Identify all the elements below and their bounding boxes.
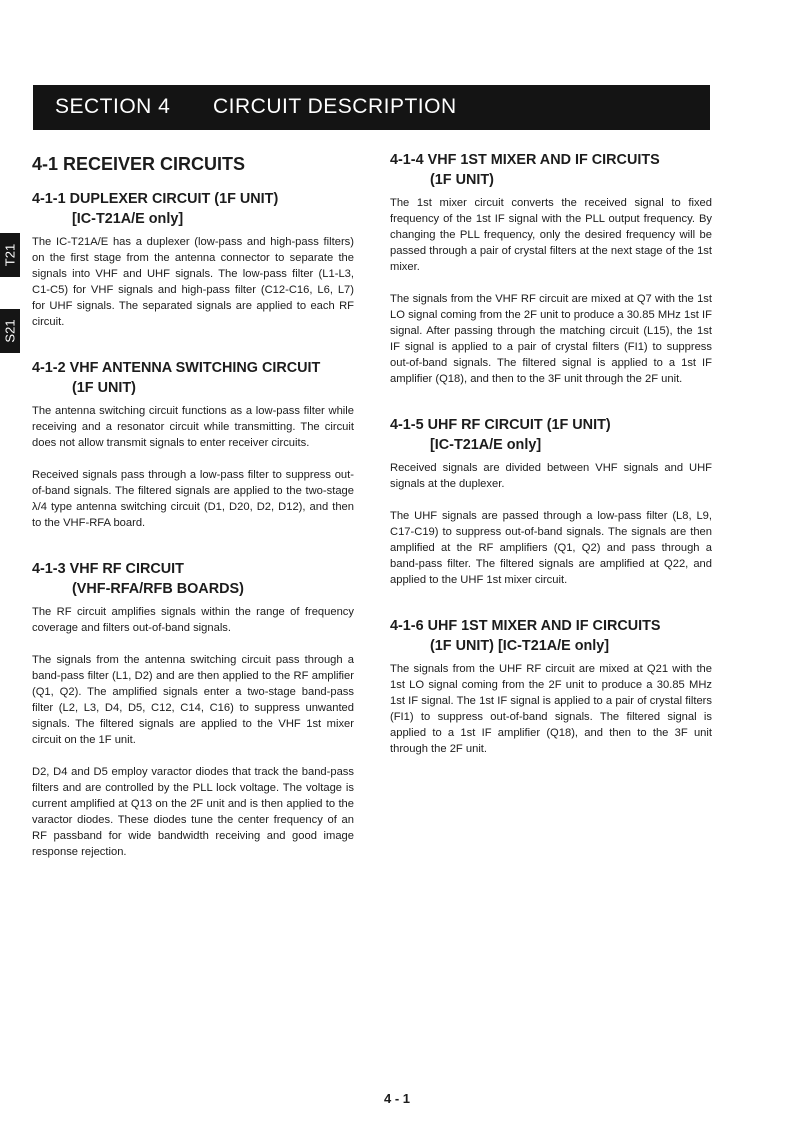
side-tab-s21	[0, 309, 20, 353]
paragraph: The RF circuit amplifies signals within the range of frequency coverage and filters out-of-band signals.	[32, 606, 354, 634]
paragraph: D2, D4 and D5 employ varactor diodes that track the band-pass filters and are controlled by the PLL lock voltage. The voltage is current amplified at Q13 on the 2F unit and is then applied to the varactor diodes. These diodes tune the center frequency of an RF passband for wide bandwidth receiving and good image response rejection.	[32, 766, 354, 858]
subsection-heading	[32, 559, 354, 599]
left-column	[32, 150, 354, 876]
heading-line: 4-1-3 VHF RF CIRCUIT	[32, 561, 184, 577]
paragraph: The signals from the VHF RF circuit are mixed at Q7 with the 1st LO signal coming from the 2F unit to produce a 30.85 MHz 1st IF signal. After passing through the matching circuit (L15), the 1st IF signal is applied to a pair of crystal filters (FI1) to suppress out-of-band signals. The filtered signal is applied to a 1st IF amplifier (Q18), and then to the 3F unit through the 2F unit.	[390, 293, 712, 385]
heading-line: 4-1-1 DUPLEXER CIRCUIT (1F UNIT)	[32, 191, 279, 207]
heading-line: 4-1-4 VHF 1ST MIXER AND IF CIRCUITS	[390, 152, 660, 168]
heading-line: [IC-T21A/E only]	[72, 211, 184, 227]
subsection-heading	[390, 415, 712, 455]
section-number: SECTION 4	[55, 95, 171, 118]
subsection-heading	[390, 616, 712, 656]
subsection-heading	[32, 189, 354, 229]
section-banner	[33, 85, 710, 130]
subsection-4-1-4	[390, 150, 712, 387]
heading-line: 4-1-2 VHF ANTENNA SWITCHING CIRCUIT	[32, 360, 321, 376]
main-heading: 4-1 RECEIVER CIRCUITS	[32, 154, 246, 174]
paragraph: Received signals are divided between VHF signals and UHF signals at the duplexer.	[390, 462, 712, 490]
heading-line: 4-1-6 UHF 1ST MIXER AND IF CIRCUITS	[390, 618, 661, 634]
section-title: CIRCUIT DESCRIPTION	[213, 95, 457, 118]
page-number: 4 - 1	[383, 1091, 410, 1106]
heading-line: 4-1-5 UHF RF CIRCUIT (1F UNIT)	[390, 417, 611, 433]
subsection-4-1-6	[390, 616, 712, 757]
heading-line: [IC-T21A/E only]	[430, 437, 542, 453]
paragraph: The UHF signals are passed through a low-pass filter (L8, L9, C17-C19) to suppress out-of-band signals. The signals are then amplified at the RF amplifiers (Q1, Q2) and pass through a band-pass filter. The filtered signals are amplified at Q22, and applied to the UHF 1st mixer circuit.	[390, 510, 712, 586]
subsection-heading	[390, 150, 712, 190]
side-tab-label: T21	[2, 243, 18, 267]
paragraph: The signals from the antenna switching circuit pass through a band-pass filter (L1, D2) and are then applied to the RF amplifier (Q1, Q2). The amplified signals enter a two-stage band-pass filter (L2, L3, D4, D5, C12, C14, C16) to suppress unwanted signals. The filtered signals are applied to the VHF 1st mixer circuit on the 1F unit.	[32, 654, 354, 746]
subsection-4-1-3	[32, 559, 354, 860]
paragraph: The IC-T21A/E has a duplexer (low-pass and high-pass filters) on the first stage from the antenna connector to separate the signals into VHF and UHF signals. The low-pass filter (L1-L3, C1-C5) for VHF signals and high-pass filter (C12-C16, L6, L7) for UHF signals. The separated signals are applied to each RF circuit.	[32, 236, 354, 328]
heading-line: (VHF-RFA/RFB BOARDS)	[72, 581, 244, 597]
subsection-4-1-2	[32, 358, 354, 531]
right-column	[390, 150, 712, 773]
heading-line: (1F UNIT) [IC-T21A/E only]	[430, 638, 610, 654]
paragraph: Received signals pass through a low-pass filter to suppress out-of-band signals. The filtered signals are applied to the two-stage λ/4 type antenna switching circuit (D1, D20, D2, D12), and then to the VHF-RFA board.	[32, 469, 354, 529]
heading-line: (1F UNIT)	[430, 172, 494, 188]
side-tab-label: S21	[2, 319, 18, 343]
heading-line: (1F UNIT)	[72, 380, 136, 396]
side-tab-t21	[0, 233, 20, 277]
subsection-heading	[32, 358, 354, 398]
paragraph: The antenna switching circuit functions as a low-pass filter while receiving and a resonator circuit while transmitting. The circuit does not allow transmit signals to enter receiver circuits.	[32, 405, 354, 449]
subsection-4-1-5	[390, 415, 712, 588]
paragraph: The signals from the UHF RF circuit are mixed at Q21 with the 1st LO signal coming from the 2F unit to produce a 30.85 MHz 1st IF signal. The 1st IF signal is applied to a pair of crystal filters (FI1) to suppress out-of-band signals. The filtered signal is applied to a 1st IF amplifier (Q18), and then to the 3F unit through the 2F unit.	[390, 663, 712, 755]
paragraph: The 1st mixer circuit converts the received signal to fixed frequency of the 1st IF signal with the PLL output frequency. By changing the PLL frequency, only the desired frequency will be passed through a pair of crystal filters at the next stage of the 1st mixer.	[390, 197, 712, 273]
subsection-4-1-1	[32, 189, 354, 330]
